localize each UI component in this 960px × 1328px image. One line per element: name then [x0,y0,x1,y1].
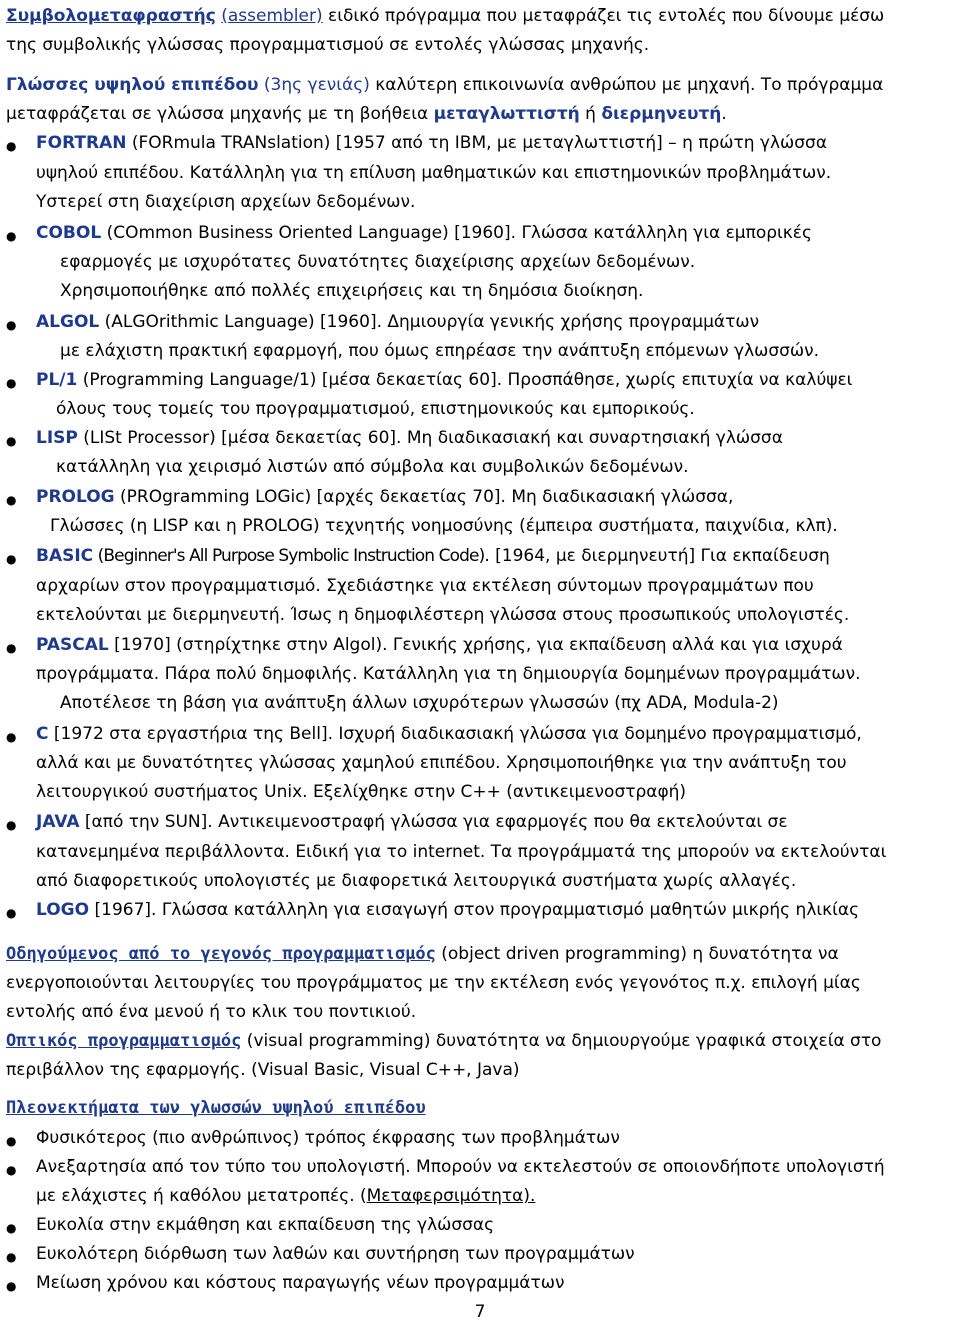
pascal-text: [1970] (στηρίχτηκε στην Algol). Γενικής χρήσης, για εκπαίδευση αλλά και για ισχυρά [108,635,843,655]
page-number: 7 [474,1302,486,1322]
bullet-icon: ● [6,229,17,243]
pascal-line-2: προγράμματα. Πάρα πολύ δημοφιλής. Κατάλληλη για τη δημιουργία δομημένων προγραμμάτων. [36,664,861,684]
java-line-3: από διαφορετικούς υπολογιστές με διαφορετικά λειτουργικά συστήματα χωρίς αλλαγές. [36,871,797,891]
highlevel-text-2: μεταφράζεται σε γλώσσα μηχανής με τη βοήθεια [6,104,434,124]
basic-text: . [1964, με διερμηνευτή] Για εκπαίδευση [484,546,830,566]
fortran-line-2: υψηλού επιπέδου. Κατάλληλη για τη επίλυση μαθηματικών και επιστημονικών προβλημάτων. [36,163,832,183]
fortran-line-3: Υστερεί στη διαχείριση αρχείων δεδομένων. [36,192,416,212]
bullet-icon: ● [6,1250,17,1264]
bullet-icon: ● [6,1279,17,1293]
highlevel-line-1 [6,71,883,100]
c-text: [1972 στα εργαστήρια της Bell]. Ισχυρή διαδικασιακή γλώσσα για δομημένο προγραμματισμό, [48,724,862,744]
lisp-line-1 [36,424,783,453]
highlevel-line-2 [6,100,727,129]
java-keyword: JAVA [36,812,80,832]
prolog-line-1 [36,483,733,512]
assembler-line-2: της συμβολικής γλώσσας προγραμματισμού σε εντολές γλώσσας μηχανής. [6,35,650,55]
highlevel-text: καλύτερη επικοινωνία ανθρώπου με μηχανή. Το πρόγραμμα [369,75,884,95]
logo-keyword: LOGO [36,900,90,920]
bullet-icon: ● [6,493,17,507]
pascal-line-1 [36,631,843,660]
bullet-icon: ● [6,139,17,153]
algol-line-2: με ελάχιστη πρακτική εφαρμογή, που όμως επηρέασε την ανάπτυξη επόμενων γλωσσών. [60,341,820,361]
algol-line-1 [36,308,759,337]
portability-term: Μεταφερσιμότητα). [366,1186,536,1206]
event-line-3: εντολής από ένα μενού ή το κλικ του ποντικιού. [6,1002,417,1022]
fortran-text: (FORmula TRANslation) [1957 από τη IBM, με μεταγλωττιστή] – η πρώτη γλώσσα [126,133,828,153]
fortran-line-1 [36,129,827,158]
bullet-icon: ● [6,1134,17,1148]
assembler-text: ειδικό πρόγραμμα που μεταφράζει τις εντολές που δίνουμε μέσω [322,6,885,26]
visual-programming-term: Οπτικός προγραμματισμός [6,1031,242,1051]
pl1-line-1 [36,366,852,395]
visual-text: (visual programming) δυνατότητα να δημιουργούμε γραφικά στοιχεία στο [241,1031,882,1051]
assembler-english: (assembler) [221,6,323,26]
visual-line-1 [6,1027,881,1056]
bullet-icon: ● [6,434,17,448]
event-line-1 [6,940,839,969]
bullet-icon: ● [6,818,17,832]
java-text: [από την SUN]. Αντικειμενοστραφή γλώσσα για εφαρμογές που θα εκτελούνται σε [79,812,788,832]
basic-expansion: (Beginner's All Purpose Symbolic Instruction Code) [93,546,485,566]
advantages-heading [6,1094,426,1123]
lisp-keyword: LISP [36,428,78,448]
pascal-line-3: Αποτέλεσε τη βάση για ανάπτυξη άλλων ισχυρότερων γλωσσών (πχ ADA, Modula-2) [60,693,779,713]
highlevel-term: Γλώσσες υψηλού επιπέδου [6,75,259,95]
basic-line-3: εκτελούνται με διερμηνευτή. Ίσως η δημοφιλέστερη γλώσσα στους προσωπικούς υπολογιστές. [36,605,850,625]
assembler-line-1 [6,2,884,31]
cobol-line-2: εφαρμογές με ισχυρότατες δυνατότητες διαχείρισης αρχείων δεδομένων. [60,252,696,272]
visual-line-2: περιβάλλον της εφαρμογής. (Visual Basic, Visual C++, Java) [6,1060,520,1080]
advantage-item-2-line-1: Ανεξαρτησία από τον τύπο του υπολογιστή. Μπορούν να εκτελεστούν σε οποιονδήποτε υπολογιστή [36,1157,885,1177]
cobol-text: (COmmon Business Oriented Language) [1960]. Γλώσσα κατάλληλη για εμπορικές [101,223,812,243]
basic-line-1 [36,542,830,571]
bullet-icon: ● [6,641,17,655]
highlevel-generation: (3ης γενιάς) [258,75,370,95]
prolog-line-2: Γλώσσες (η LISP και η PROLOG) τεχνητής νοημοσύνης (έμπειρα συστήματα, παιχνίδια, κλπ). [50,516,838,536]
advantage-item-3: Ευκολία στην εκμάθηση και εκπαίδευση της γλώσσας [36,1215,495,1235]
advantage-item-1: Φυσικότερος (πιο ανθρώπινος) τρόπος έκφρασης των προβλημάτων [36,1128,620,1148]
bullet-icon: ● [6,906,17,920]
basic-line-2: αρχαρίων στον προγραμματισμό. Σχεδιάστηκε για εκτέλεση σύντομων προγραμμάτων που [36,576,814,596]
advantage-item-5: Μείωση χρόνου και κόστους παραγωγής νέων προγραμμάτων [36,1273,565,1293]
prolog-text: (PROgramming LOGic) [αρχές δεκαετίας 70]. Μη διαδικασιακή γλώσσα, [114,487,734,507]
c-line-2: αλλά και με δυνατότητες γλώσσας χαμηλού επιπέδου. Χρησιμοποιήθηκε για την ανάπτυξη του [36,753,847,773]
java-line-1 [36,808,788,837]
period: . [721,104,727,124]
c-line-1 [36,720,862,749]
advantages-title: Πλεονεκτήματα των γλωσσών υψηλού επιπέδου [6,1098,426,1118]
advantage-item-4: Ευκολότερη διόρθωση των λαθών και συντήρηση των προγραμμάτων [36,1244,635,1264]
pl1-line-2: όλους τους τομείς του προγραμματισμού, επιστημονικούς και εμπορικούς. [56,399,695,419]
event-driven-term: Οδηγούμενος από το γεγονός προγραμματισμός [6,944,436,964]
pascal-keyword: PASCAL [36,635,109,655]
algol-text: (ALGOrithmic Language) [1960]. Δημιουργία γενικής χρήσης προγραμμάτων [99,312,760,332]
cobol-keyword: COBOL [36,223,102,243]
c-line-3: λειτουργικού συστήματος Unix. Εξελίχθηκε στην C++ (αντικειμενοστραφή) [36,782,687,802]
pl1-keyword: PL/1 [36,370,78,390]
c-keyword: C [36,724,49,744]
lisp-line-2: κατάλληλη για χειρισμό λιστών από σύμβολα και συμβολικών δεδομένων. [56,457,689,477]
event-text: (object driven programming) η δυνατότητα να [435,944,839,964]
lisp-text: (LISt Processor) [μέσα δεκαετίας 60]. Μη διαδικασιακή και συναρτησιακή γλώσσα [77,428,783,448]
bullet-icon: ● [6,376,17,390]
logo-line-1 [36,896,859,925]
advantage-text: με ελάχιστες ή καθόλου μετατροπές. ( [36,1186,367,1206]
basic-keyword: BASIC [36,546,94,566]
interpreter-term: διερμηνευτή [601,104,722,124]
algol-keyword: ALGOL [36,312,100,332]
pl1-text: (Programming Language/1) [μέσα δεκαετίας 60]. Προσπάθησε, χωρίς επιτυχία να καλύψει [77,370,853,390]
fortran-keyword: FORTRAN [36,133,127,153]
event-line-2: ενεργοποιούνται λειτουργίες του προγράμματος με την εκτέλεση ενός γεγονότος π.χ. επιλογή μίας [6,973,861,993]
advantage-item-2-line-2 [36,1182,535,1211]
compiler-term: μεταγλωττιστή [433,104,580,124]
prolog-keyword: PROLOG [36,487,115,507]
or-word: ή [579,104,602,124]
bullet-icon: ● [6,1163,17,1177]
bullet-icon: ● [6,318,17,332]
assembler-term: Συμβολομεταφραστής [6,6,216,26]
cobol-line-3: Χρησιμοποιήθηκε από πολλές επιχειρήσεις και τη δημόσια διοίκηση. [60,281,644,301]
bullet-icon: ● [6,552,17,566]
bullet-icon: ● [6,730,17,744]
bullet-icon: ● [6,1221,17,1235]
java-line-2: κατανεμημένα περιβάλλοντα. Ειδική για το internet. Τα προγράμματά της μπορούν να εκτελούνται [36,842,887,862]
cobol-line-1 [36,219,812,248]
logo-text: [1967]. Γλώσσα κατάλληλη για εισαγωγή στον προγραμματισμό μαθητών μικρής ηλικίας [89,900,860,920]
